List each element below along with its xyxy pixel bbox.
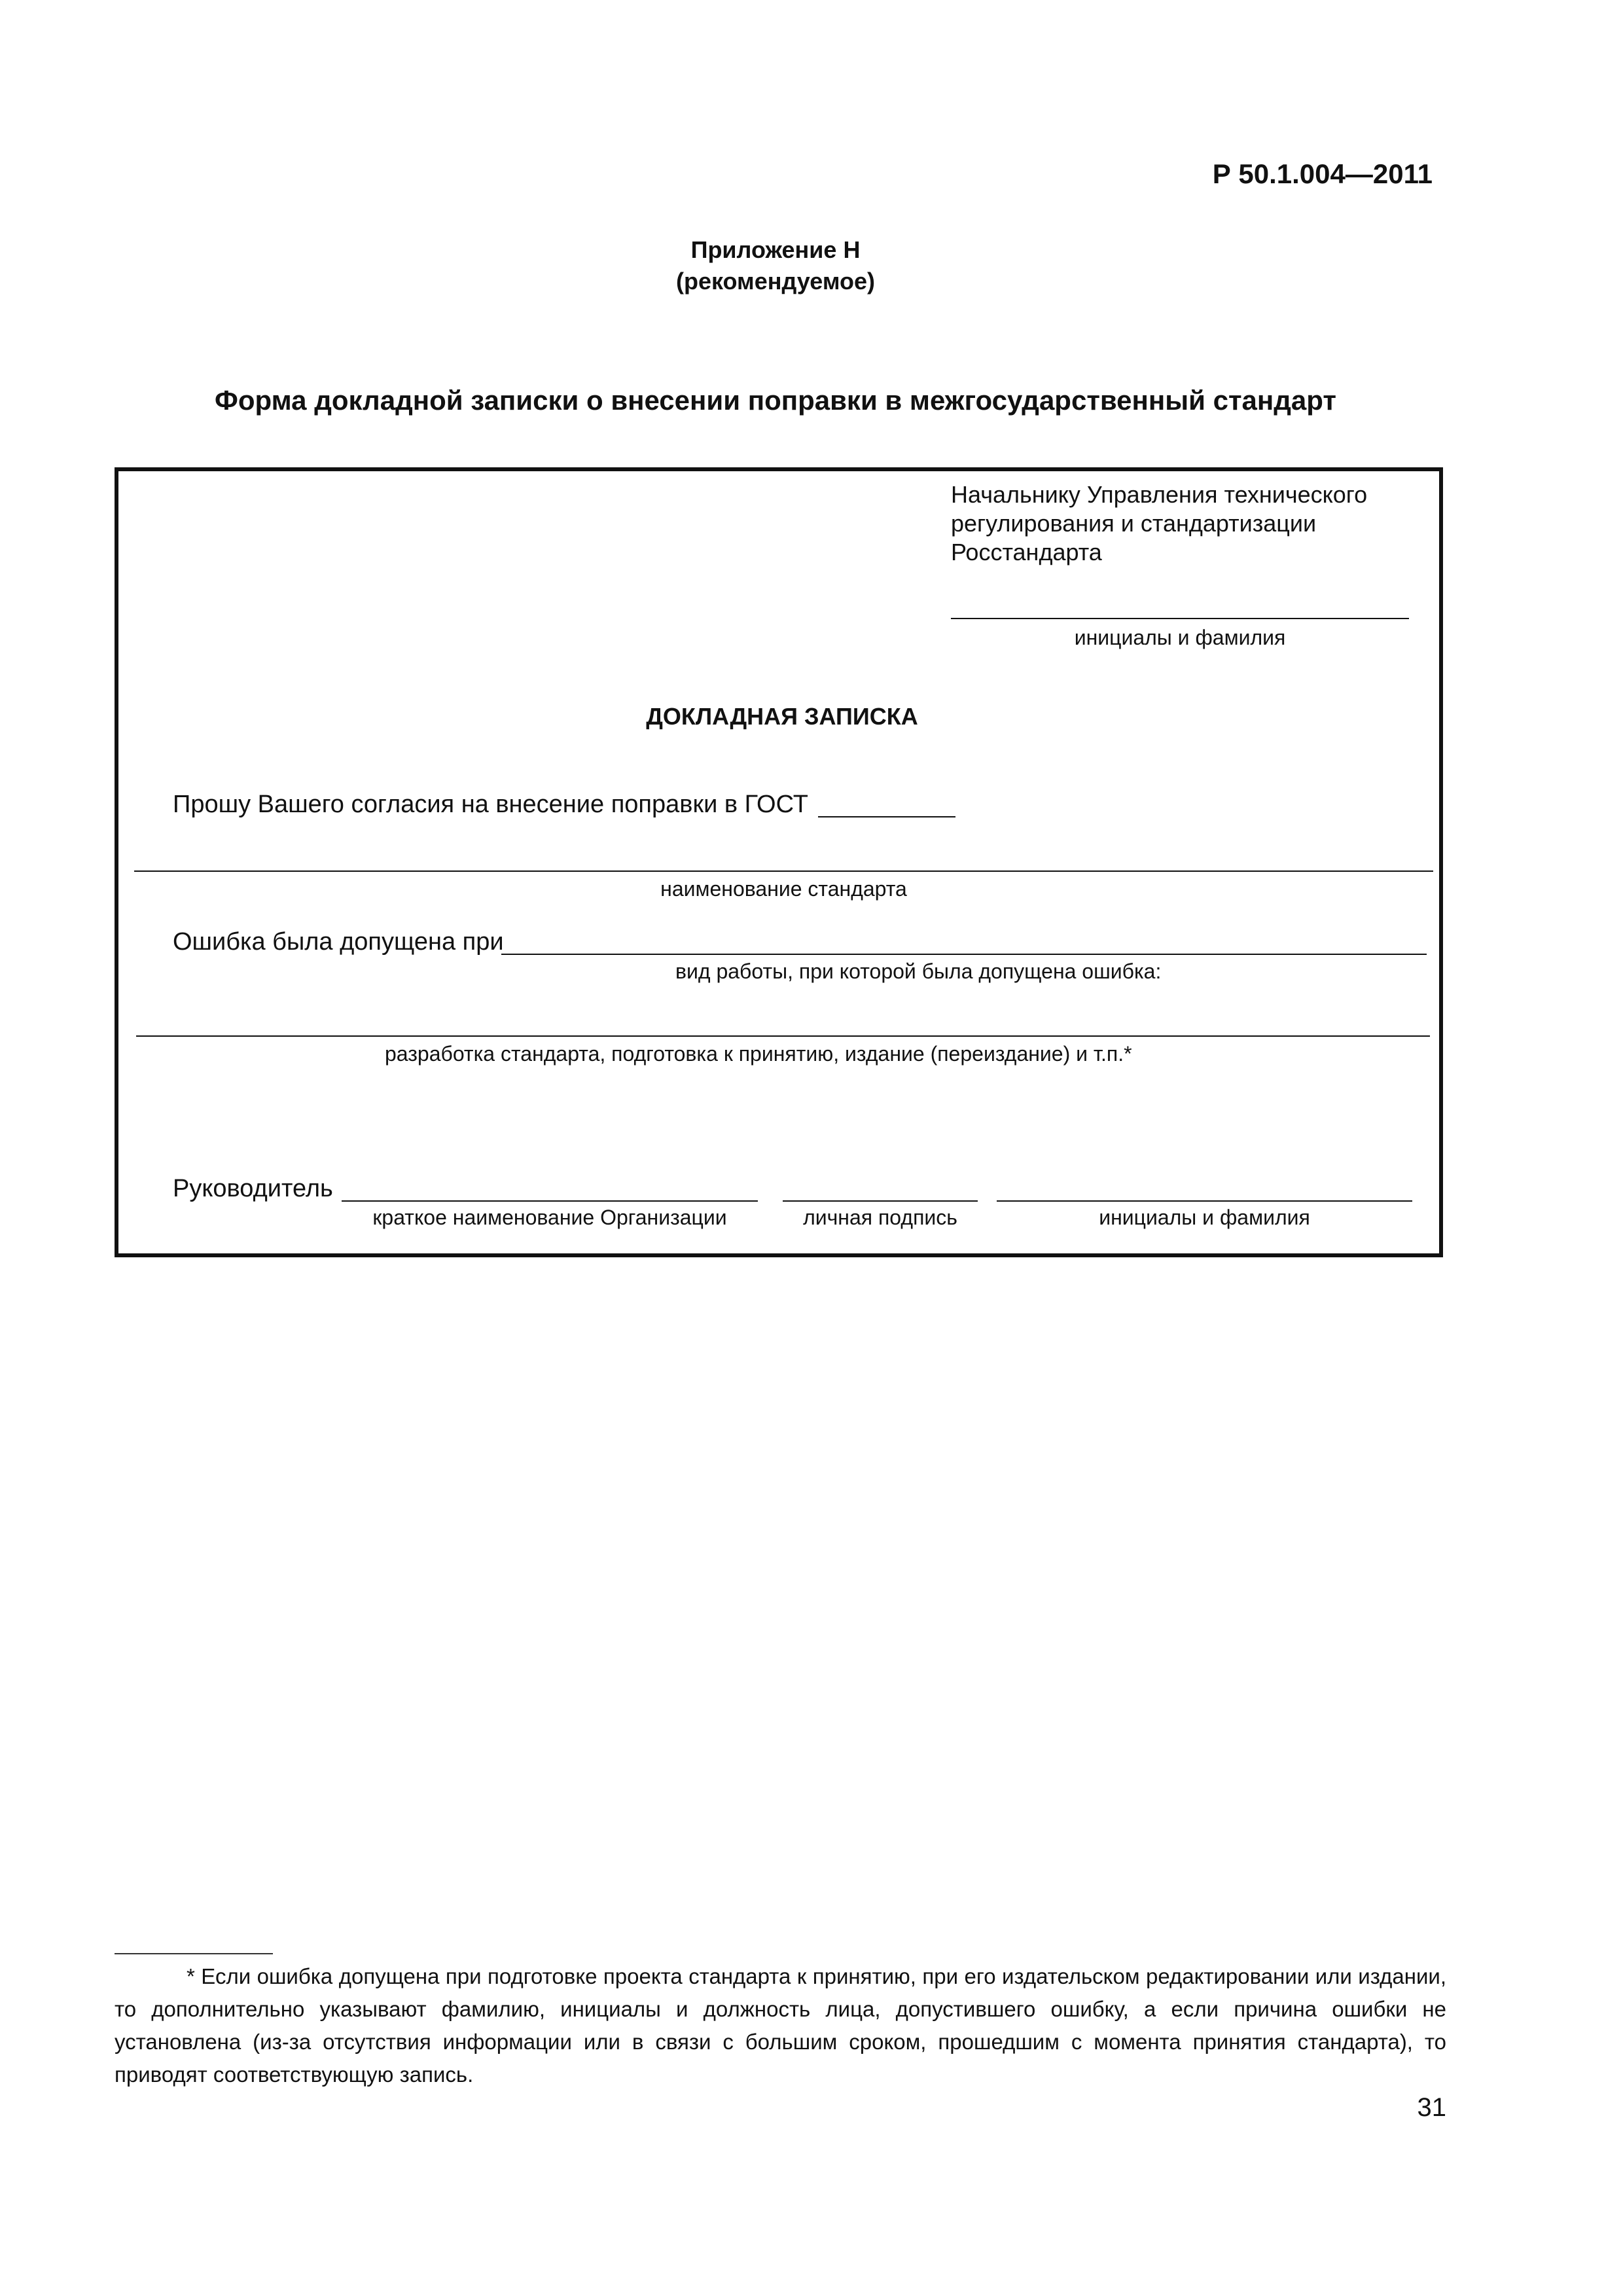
- addressee-line-3: Росстандарта: [951, 539, 1102, 565]
- head-name-field[interactable]: [997, 1200, 1412, 1202]
- signature-field[interactable]: [783, 1200, 978, 1202]
- organization-field[interactable]: [342, 1200, 758, 1202]
- error-work-field[interactable]: [501, 954, 1427, 955]
- appendix-subtitle: (рекомендуемое): [676, 268, 875, 295]
- document-code: Р 50.1.004—2011: [1212, 158, 1433, 189]
- addressee-block: [951, 480, 1367, 567]
- error-caption: вид работы, при которой была допущена ошибка:: [675, 960, 1162, 983]
- head-name-caption: инициалы и фамилия: [1099, 1206, 1310, 1229]
- gost-number-field[interactable]: [818, 816, 955, 817]
- report-title: ДОКЛАДНАЯ ЗАПИСКА: [646, 703, 918, 730]
- standard-name-field[interactable]: [134, 870, 1433, 872]
- addressee-line-2: регулирования и стандартизации: [951, 510, 1317, 537]
- appendix-title: Приложение Н: [690, 236, 861, 263]
- head-label: Руководитель: [173, 1175, 333, 1202]
- signature-caption: личная подпись: [803, 1206, 957, 1229]
- page-number: 31: [1417, 2093, 1446, 2122]
- addressee-line-1: Начальнику Управления технического: [951, 481, 1368, 508]
- standard-caption: наименование стандарта: [660, 877, 907, 901]
- addressee-name-field[interactable]: [951, 618, 1409, 619]
- organization-caption: краткое наименование Организации: [372, 1206, 727, 1229]
- work-stage-field[interactable]: [136, 1035, 1430, 1037]
- stage-caption: разработка стандарта, подготовка к принятию, издание (переиздание) и т.п.*: [385, 1042, 1132, 1066]
- form-frame: [115, 467, 1443, 1257]
- footnote: * Если ошибка допущена при подготовке проекта стандарта к принятию, при его издательском редактировании или издании, то дополнительно указывают фамилию, инициалы и должность лица, допустившего ошибку, а если причина ошибки не установлена (из-за отсутствия информации или в связи с большим сроком, прошедшим с момента принятия стандарта), то приводят соответствующую запись.: [115, 1964, 1446, 2087]
- addressee-caption: инициалы и фамилия: [1074, 626, 1286, 649]
- request-text: Прошу Вашего согласия на внесение поправки в ГОСТ: [173, 791, 809, 818]
- form-title: Форма докладной записки о внесении поправки в межгосударственный стандарт: [215, 385, 1336, 416]
- appendix-heading: [0, 234, 1551, 297]
- error-text: Ошибка была допущена при: [173, 928, 504, 956]
- footnote-separator: [115, 1953, 273, 1954]
